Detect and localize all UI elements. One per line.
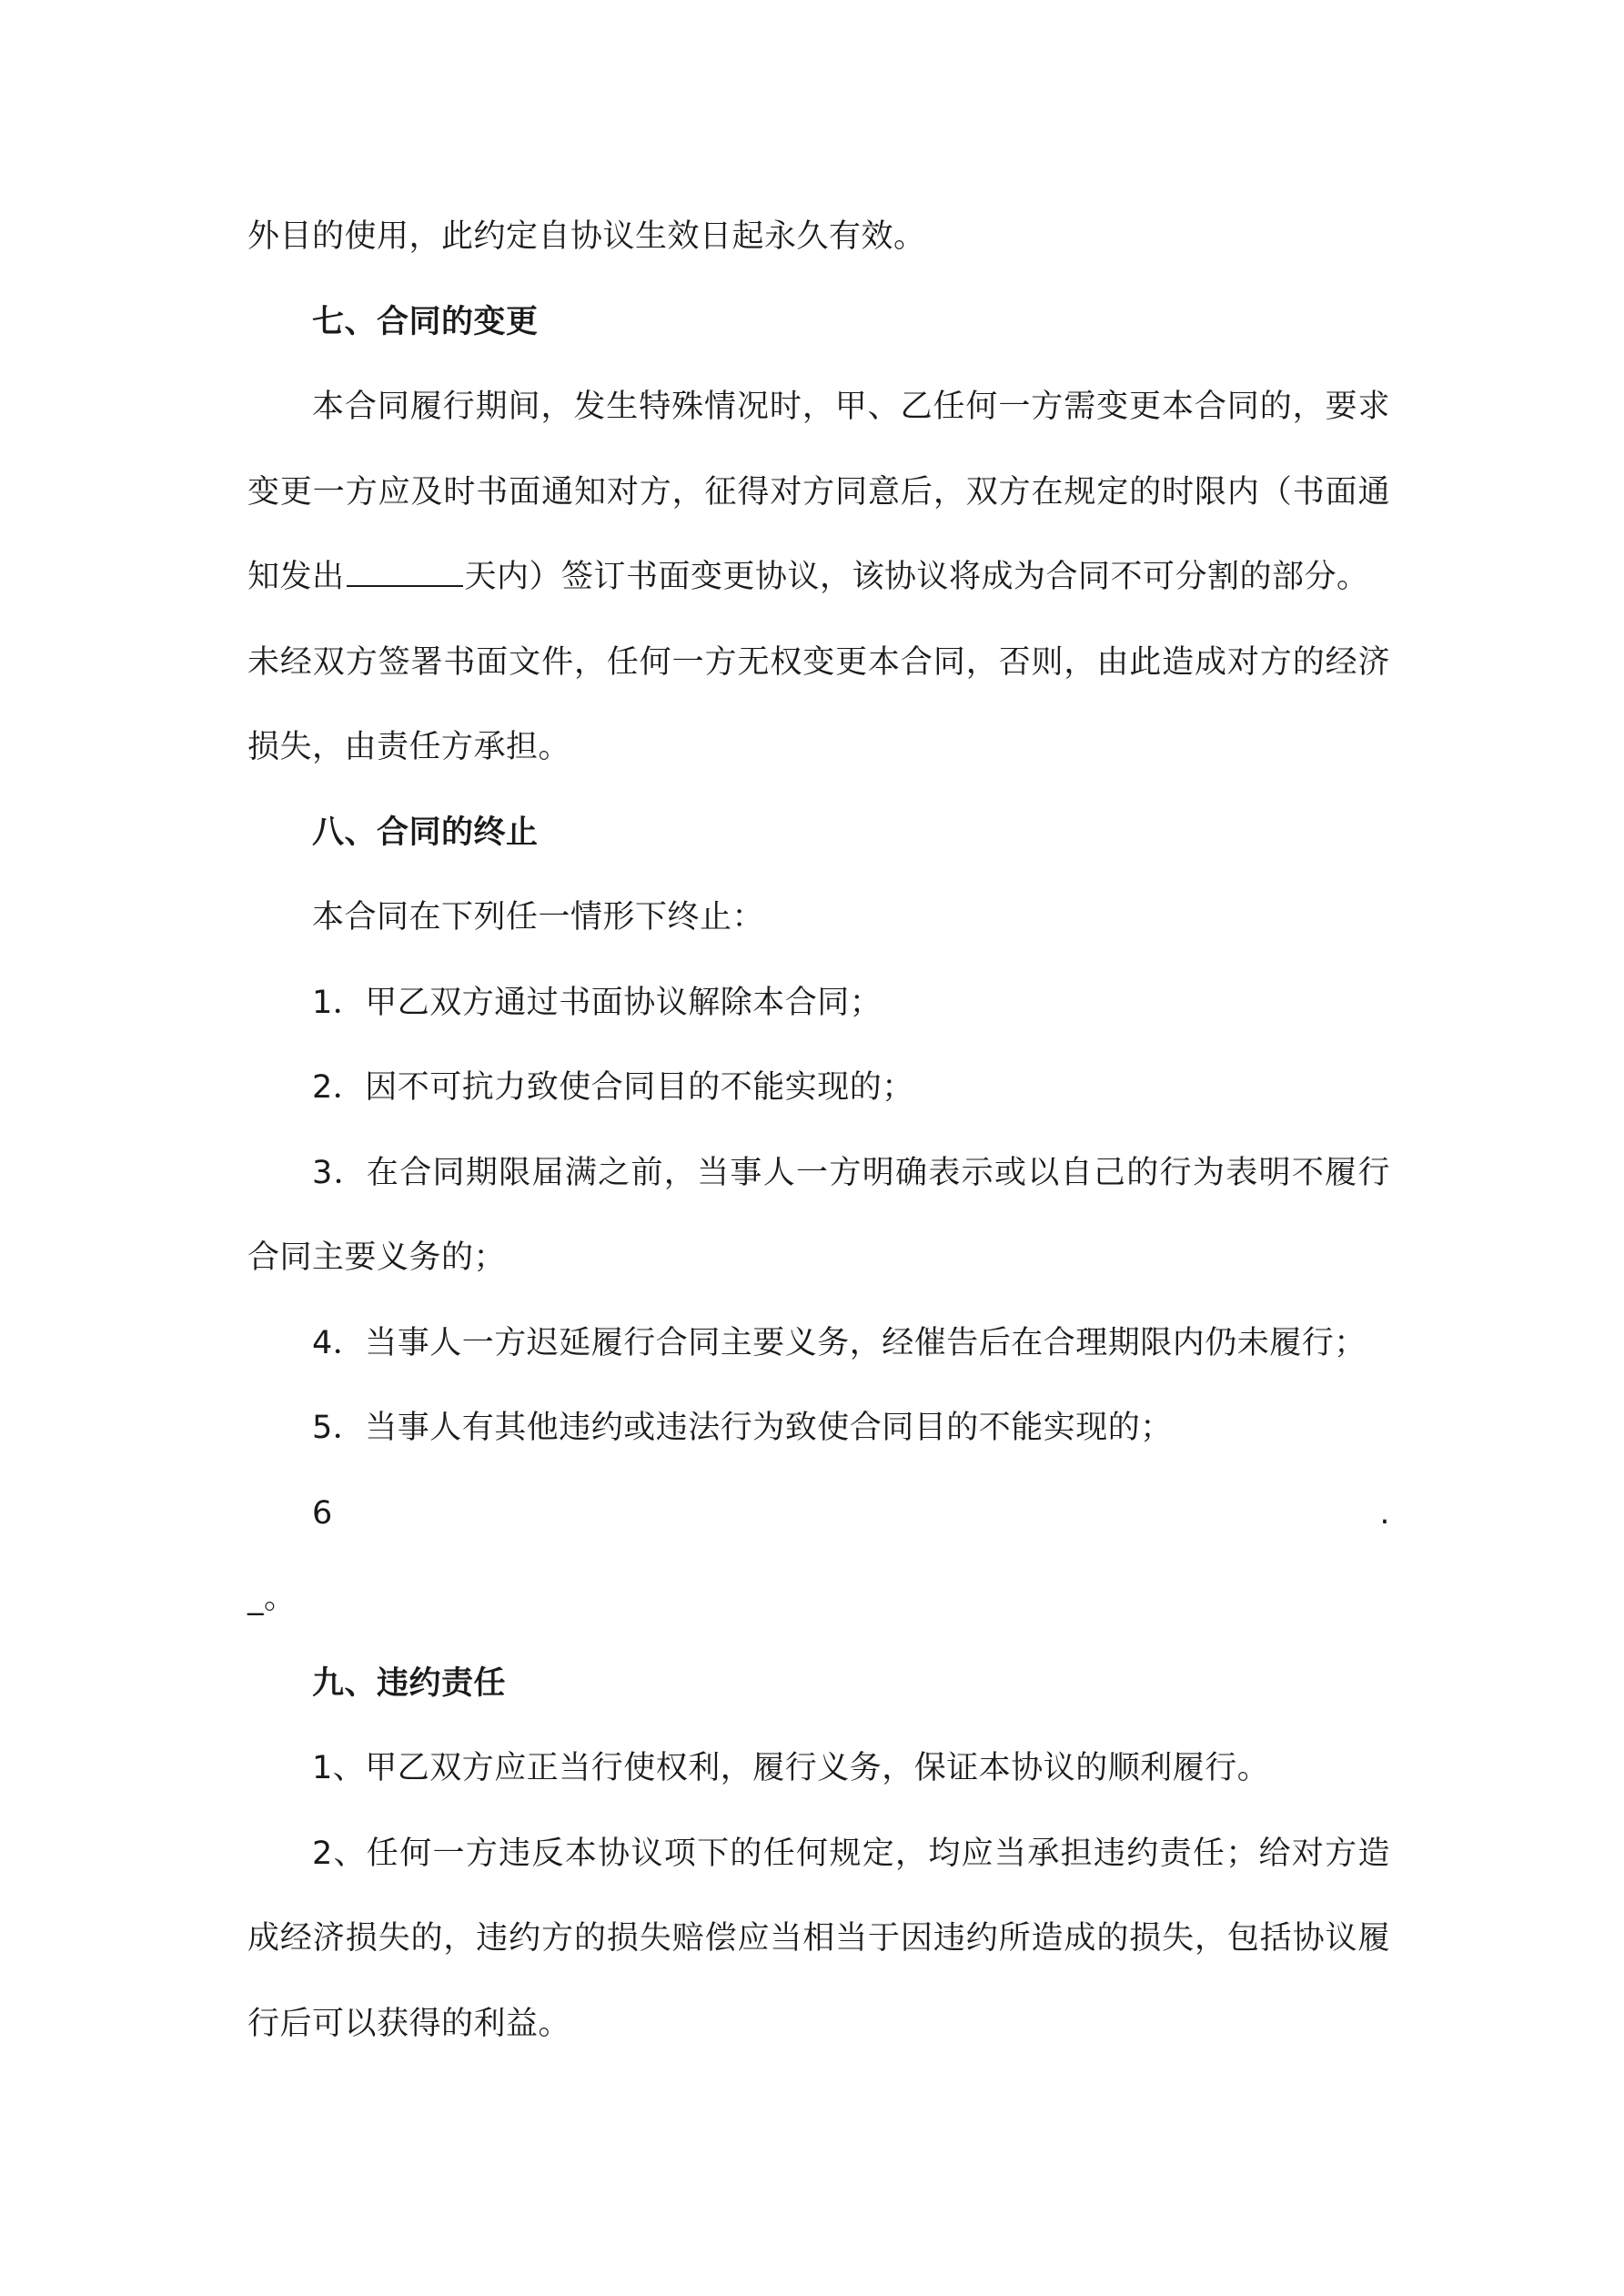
paragraph-line: 本合同履行期间，发生特殊情况时，甲、乙任何一方需变更本合同的，要求 <box>312 389 1390 425</box>
list-item-continuation: 成经济损失的，违约方的损失赔偿应当相当于因违约所造成的损失，包括协议履 <box>247 1920 1390 1957</box>
list-item-continuation: _。 <box>247 1580 297 1616</box>
list-item-six <box>312 1492 1390 1535</box>
list-item: 3．在合同期限届满之前，当事人一方明确表示或以自己的行为表明不履行 <box>312 1155 1390 1191</box>
list-item: 1、甲乙双方应正当行使权利，履行义务，保证本协议的顺利履行。 <box>312 1750 1270 1786</box>
fill-in-blank <box>347 558 463 587</box>
paragraph-line: 损失，由责任方承担。 <box>247 729 571 765</box>
paragraph-line: 未经双方签署书面文件，任何一方无权变更本合同，否则，由此造成对方的经济 <box>247 644 1390 681</box>
list-number: 6 <box>312 1495 333 1532</box>
paragraph-line: 外目的使用，此约定自协议生效日起永久有效。 <box>247 218 926 255</box>
section-heading-8: 八、合同的终止 <box>312 814 539 851</box>
list-item: 5．当事人有其他违约或违法行为致使合同目的不能实现的； <box>312 1410 1173 1446</box>
list-item: 2．因不可抗力致使合同目的不能实现的； <box>312 1069 914 1106</box>
list-item: 1．甲乙双方通过书面协议解除本合同； <box>312 985 883 1021</box>
paragraph-line: 本合同在下列任一情形下终止： <box>312 899 765 936</box>
list-item: 2、任何一方违反本协议项下的任何规定，均应当承担违约责任；给对方造 <box>312 1836 1390 1872</box>
paragraph-line: 变更一方应及时书面通知对方，征得对方同意后，双方在规定的时限内（书面通 <box>247 474 1390 511</box>
section-heading-7: 七、合同的变更 <box>312 304 539 340</box>
paragraph-line-with-blank <box>247 555 1390 599</box>
paragraph-text: 知发出 <box>247 559 345 595</box>
list-item-continuation: 合同主要义务的； <box>247 1239 507 1276</box>
paragraph-text: 天内）签订书面变更协议，该协议将成为合同不可分割的部分。 <box>464 559 1369 595</box>
list-trailing-dot: . <box>1379 1495 1390 1532</box>
section-heading-9: 九、违约责任 <box>312 1665 507 1702</box>
list-item: 4．当事人一方迟延履行合同主要义务，经催告后在合理期限内仍未履行； <box>312 1325 1367 1361</box>
list-item-continuation: 行后可以获得的利益。 <box>247 2006 571 2042</box>
